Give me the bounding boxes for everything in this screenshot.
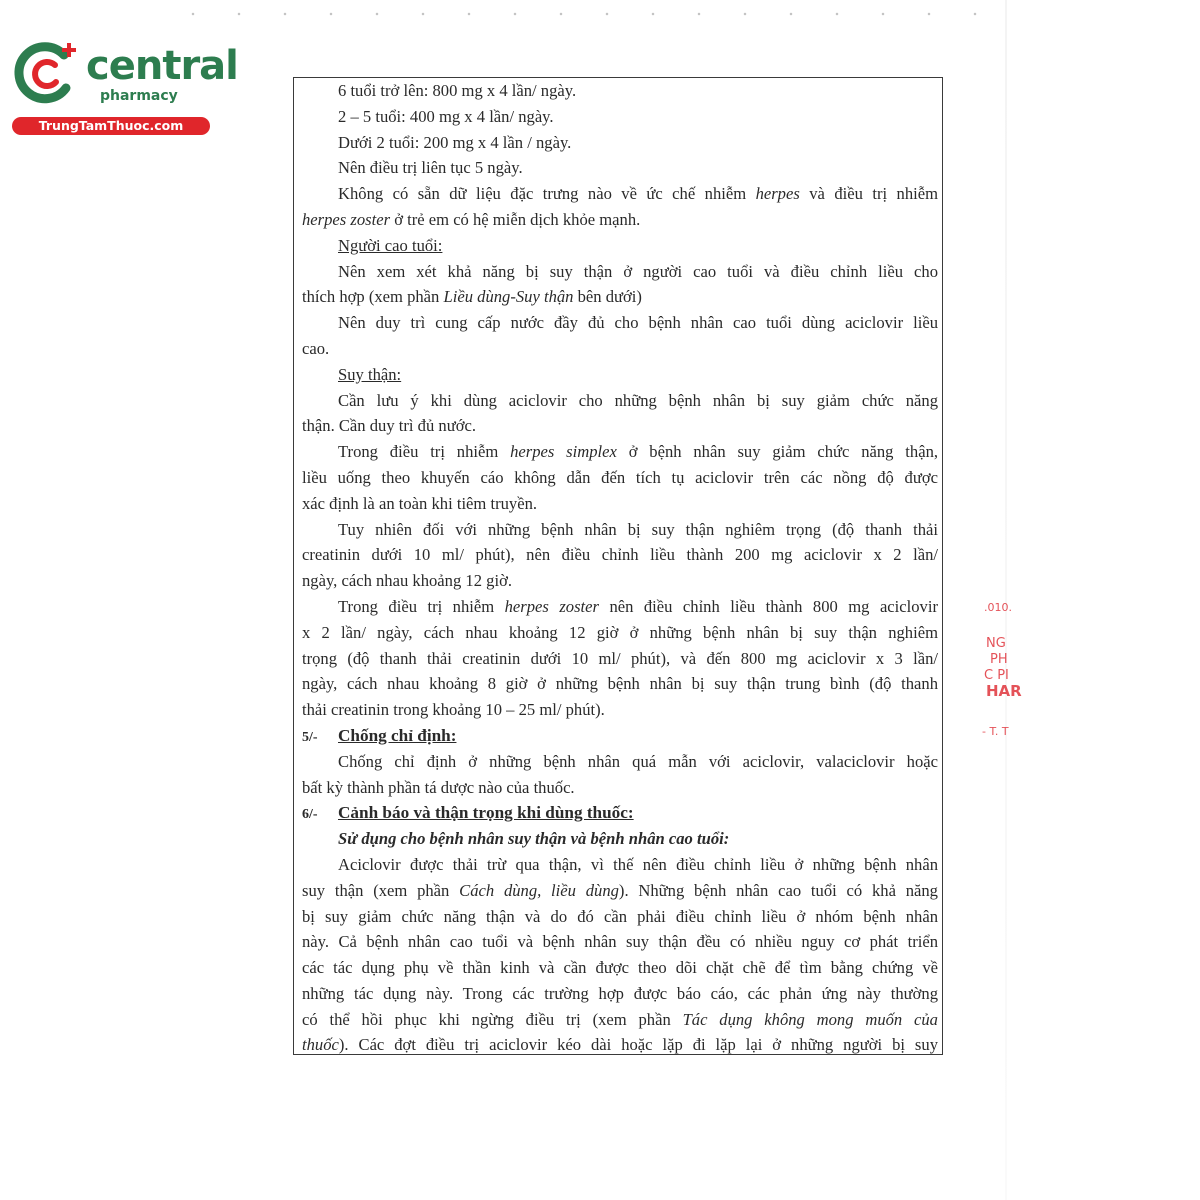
text-line: Tuy nhiên đối với những bệnh nhân bị suy thận nghiêm trọng (độ thanh thải bbox=[338, 519, 938, 539]
brand-logo bbox=[10, 38, 238, 138]
text-line: những tác dụng này. Trong các trường hợp được báo cáo, các phản ứng này thường bbox=[302, 983, 938, 1003]
text-line: bất kỳ thành phần tá dược nào của thuốc. bbox=[302, 777, 575, 797]
stamp-text: NG bbox=[986, 636, 1006, 651]
text-line: các tác dụng phụ về thần kinh và cần được theo dõi chặt chẽ để tìm bằng chứng về bbox=[302, 958, 938, 978]
text-line: xác định là an toàn khi tiêm truyền. bbox=[302, 493, 538, 513]
section-number: 6/- bbox=[302, 807, 318, 823]
text-line: thải creatinin trong khoảng 10 – 25 ml/ phút). bbox=[302, 700, 605, 720]
text-line: trọng (độ thanh thải creatinin dưới 10 ml/ phút), và đến 800 mg aciclovir x 3 lần/ bbox=[302, 648, 938, 668]
text-line: bị suy giảm chức năng thận và do đó cần phải điều chỉnh liều ở nhóm bệnh nhân bbox=[302, 906, 938, 926]
section-6-heading bbox=[302, 800, 938, 826]
text-line: herpes zoster ở trẻ em có hệ miễn dịch khỏe mạnh. bbox=[302, 209, 641, 229]
dose-line: 2 – 5 tuổi: 400 mg x 4 lần/ ngày. bbox=[338, 106, 554, 126]
central-logo-icon bbox=[10, 38, 82, 110]
text-line: Trong điều trị nhiễm herpes simplex ở bệnh nhân suy giảm chức năng thận, bbox=[338, 442, 939, 462]
text-line: Nên duy trì cung cấp nước đầy đủ cho bệnh nhân cao tuổi dùng aciclovir liều bbox=[338, 313, 938, 333]
stamp-text: HAR bbox=[986, 682, 1022, 700]
text-line: ngày, cách nhau khoảng 8 giờ ở những bệnh nhân bị suy thận trung bình (độ thanh bbox=[302, 674, 938, 694]
text-line: Chống chỉ định ở những bệnh nhân quá mẫn với aciclovir, valaciclovir hoặc bbox=[338, 751, 938, 771]
stamp-text: - T. T bbox=[982, 725, 1009, 738]
text-line: thận. Cần duy trì đủ nước. bbox=[302, 416, 476, 436]
brand-tagline: pharmacy bbox=[100, 88, 178, 104]
section-title: Chống chỉ định: bbox=[338, 725, 457, 745]
text-line: này. Cả bệnh nhân cao tuổi và bệnh nhân suy thận đều có nhiều nguy cơ phát triển bbox=[302, 932, 938, 952]
red-stamp-fragment bbox=[982, 590, 1022, 760]
text-line: liều uống theo khuyến cáo không dẫn đến tích tụ aciclovir trên các nồng độ được bbox=[302, 467, 938, 487]
text-line: Nên xem xét khả năng bị suy thận ở người cao tuổi và điều chỉnh liều cho bbox=[338, 261, 938, 281]
subheading-elderly: Người cao tuổi: bbox=[338, 235, 443, 255]
text-line: creatinin dưới 10 ml/ phút), nên điều chỉnh liều thành 200 mg aciclovir x 2 lần/ bbox=[302, 545, 938, 565]
section-number: 5/- bbox=[302, 729, 318, 745]
document-page bbox=[293, 77, 943, 1055]
text-line: suy thận (xem phần Cách dùng, liều dùng). Những bệnh nhân cao tuổi có khả năng bbox=[302, 880, 938, 900]
text-line: thuốc). Các đợt điều trị aciclovir kéo dài hoặc lặp đi lặp lại ở những người bị suy bbox=[302, 1035, 938, 1055]
text-line: thích hợp (xem phần Liều dùng-Suy thận bên dưới) bbox=[302, 287, 642, 307]
dose-line: Nên điều trị liên tục 5 ngày. bbox=[338, 158, 523, 178]
section-5-heading bbox=[302, 723, 938, 749]
subheading-renal: Suy thận: bbox=[338, 364, 402, 384]
section-6-subtitle: Sử dụng cho bệnh nhân suy thận và bệnh nhân cao tuổi: bbox=[338, 829, 730, 849]
text-line: Trong điều trị nhiễm herpes zoster nên điều chỉnh liều thành 800 mg aciclovir bbox=[338, 596, 938, 616]
text-line: có thể hồi phục khi ngừng điều trị (xem phần Tác dụng không mong muốn của bbox=[302, 1009, 938, 1029]
text-line: cao. bbox=[302, 338, 330, 358]
stamp-text: C PI bbox=[984, 668, 1009, 683]
document-body bbox=[302, 78, 938, 1058]
text-line: ngày, cách nhau khoảng 12 giờ. bbox=[302, 571, 512, 591]
text-line: x 2 lần/ ngày, cách nhau khoảng 12 giờ ở những bệnh nhân bị suy thận nghiêm bbox=[302, 622, 938, 642]
dose-line: Dưới 2 tuổi: 200 mg x 4 lần / ngày. bbox=[338, 132, 572, 152]
section-title: Cảnh báo và thận trọng khi dùng thuốc: bbox=[338, 803, 634, 823]
text-line: Không có sẵn dữ liệu đặc trưng nào về ức chế nhiễm herpes và điều trị nhiễm bbox=[338, 184, 938, 204]
stamp-text: PH bbox=[990, 652, 1008, 667]
stamp-text: .010. bbox=[984, 601, 1012, 614]
text-line: Aciclovir được thải trừ qua thận, vì thế nên điều chỉnh liều ở những bệnh nhân bbox=[338, 854, 938, 874]
brand-site-badge: TrungTamThuoc.com bbox=[12, 117, 210, 135]
dose-line: 6 tuổi trở lên: 800 mg x 4 lần/ ngày. bbox=[338, 81, 577, 100]
brand-name: central bbox=[86, 43, 238, 89]
text-line: Cần lưu ý khi dùng aciclovir cho những bệnh nhân bị suy giảm chức năng bbox=[338, 390, 938, 410]
scan-noise bbox=[170, 10, 1010, 18]
